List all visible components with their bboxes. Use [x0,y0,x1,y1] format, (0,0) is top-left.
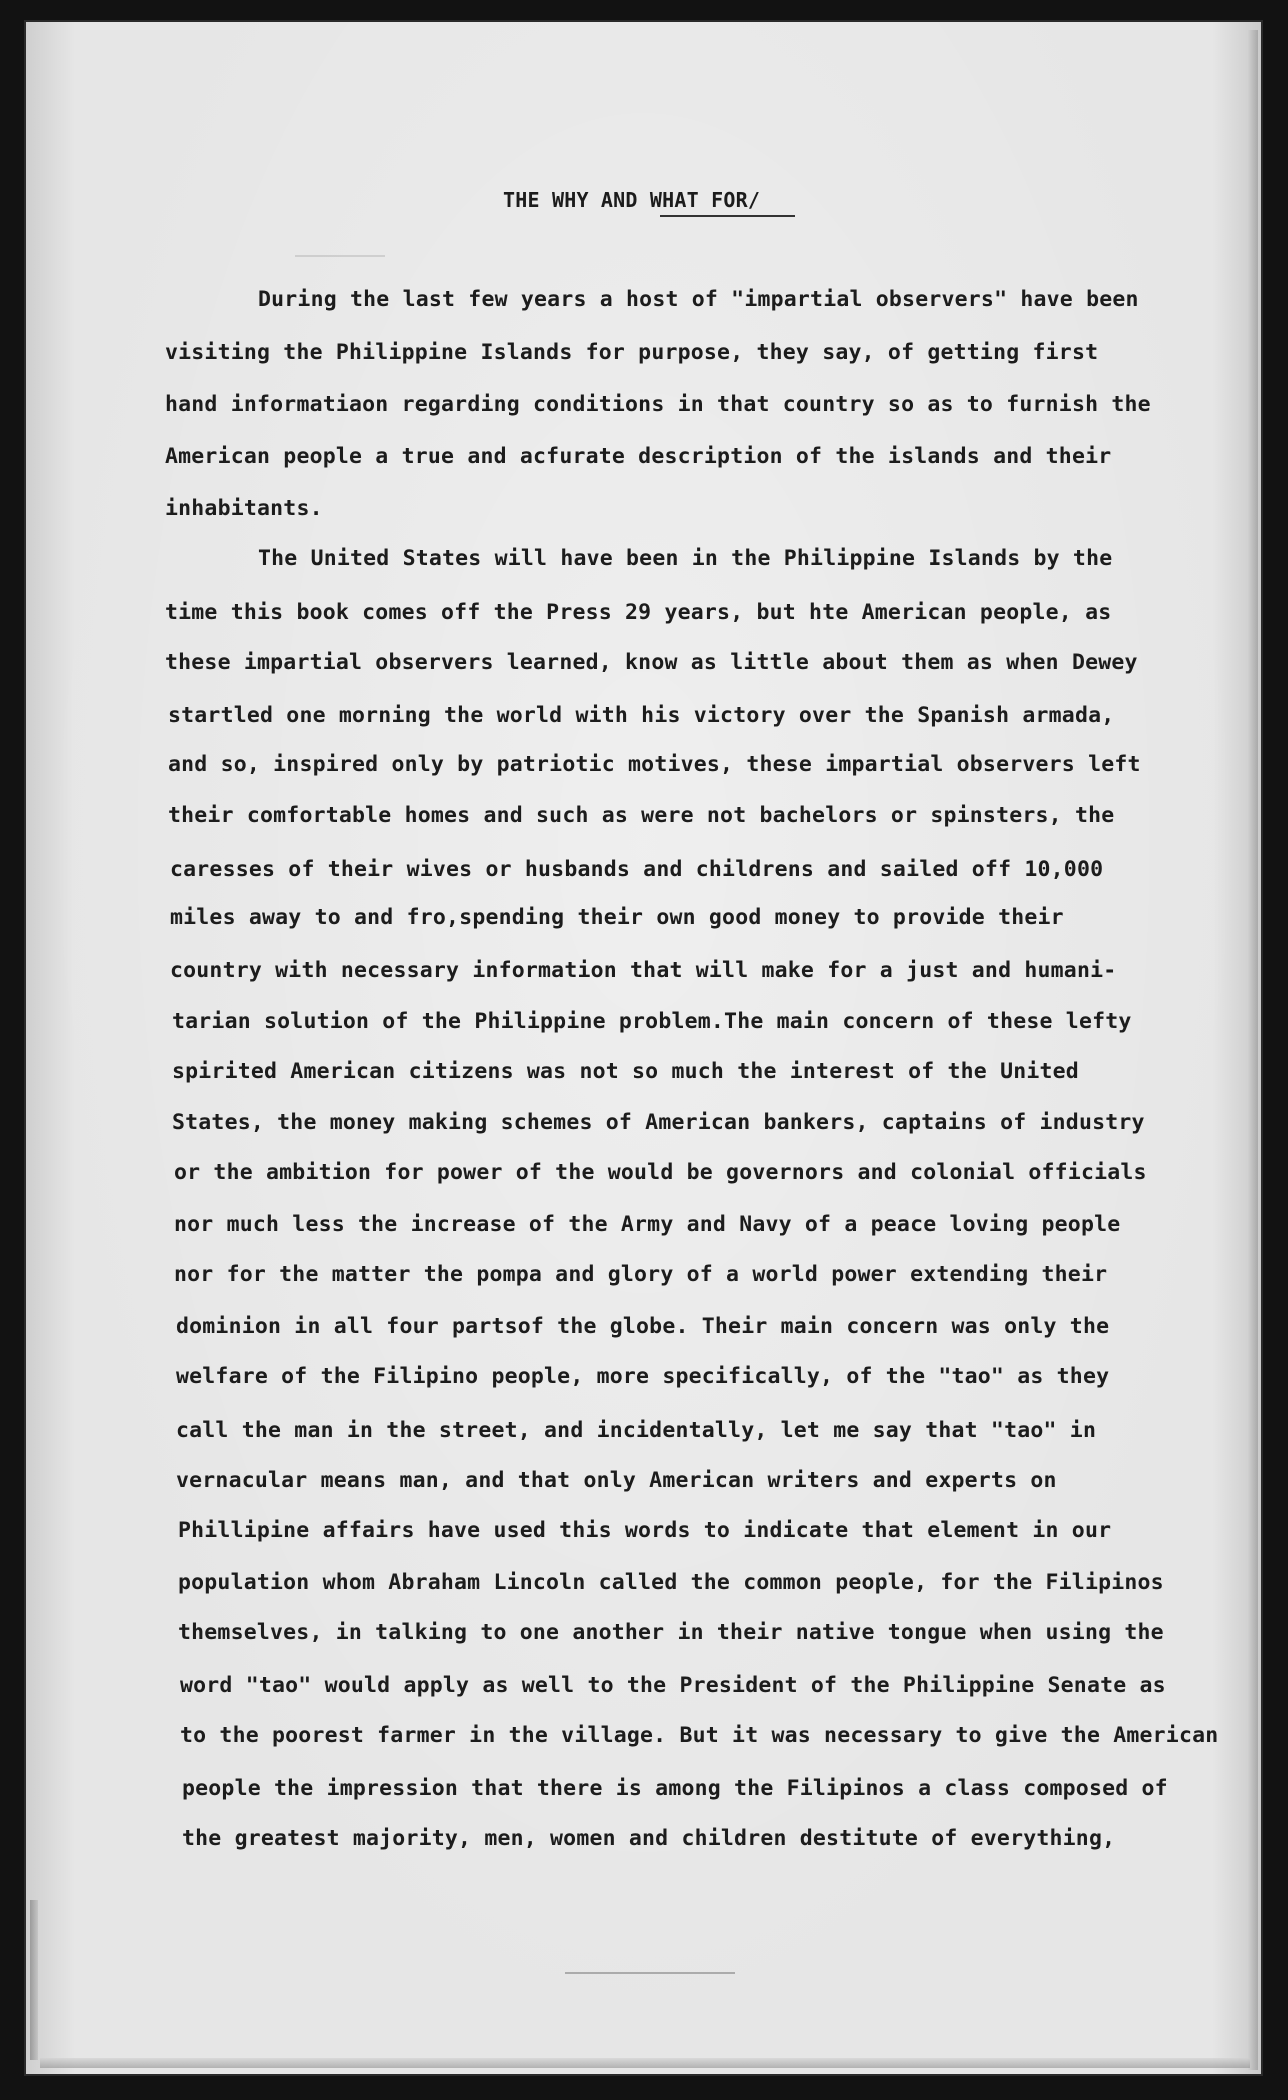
text-line: or the ambition for power of the would be governors and colonial officials [174,1160,1147,1185]
text-line: nor much less the increase of the Army and Navy of a peace loving people [174,1212,1121,1237]
text-line: word "tao" would apply as well to the President of the Philippine Senate as [180,1673,1166,1698]
text-line: startled one morning the world with his victory over the Spanish armada, [168,703,1115,728]
text-line: spirited American citizens was not so much the interest of the United [172,1059,1079,1084]
page-title: THE WHY AND WHAT FOR/ [503,188,761,212]
text-line: time this book comes off the Press 29 years, but hte American people, as [165,600,1112,625]
text-line: hand informatiaon regarding conditions in that country so as to furnish the [165,392,1151,417]
text-line: population whom Abraham Lincoln called the common people, for the Filipinos [178,1570,1164,1595]
text-line: people the impression that there is among the Filipinos a class composed of [182,1776,1168,1801]
text-line: During the last few years a host of "impartial observers" have been [258,287,1139,312]
text-line: country with necessary information that will make for a just and humani- [170,958,1117,983]
text-line: the greatest majority, men, women and children destitute of everything, [182,1826,1116,1851]
text-line: vernacular means man, and that only American writers and experts on [176,1468,1057,1493]
text-line: their comfortable homes and such as were not bachelors or spinsters, the [168,803,1115,828]
text-line: American people a true and acfurate description of the islands and their [165,444,1112,469]
text-line: The United States will have been in the Philippine Islands by the [258,546,1113,571]
text-line: to the poorest farmer in the village. But it was necessary to give the American [180,1723,1219,1748]
text-line: and so, inspired only by patriotic motives, these impartial observers left [168,752,1141,777]
text-line: inhabitants. [165,496,323,521]
title-underline [660,215,795,217]
text-line: these impartial observers learned, know as little about them as when Dewey [165,650,1138,675]
text-line: tarian solution of the Philippine problem.The main concern of these lefty [172,1009,1132,1034]
text-line: States, the money making schemes of American bankers, captains of industry [172,1110,1145,1135]
text-line: visiting the Philippine Islands for purpose, they say, of getting first [165,340,1099,365]
text-line: themselves, in talking to one another in their native tongue when using the [178,1620,1164,1645]
text-line: Phillipine affairs have used this words to indicate that element in our [178,1518,1112,1543]
text-line: dominion in all four partsof the globe. Their main concern was only the [176,1314,1110,1339]
text-line: welfare of the Filipino people, more specifically, of the "tao" as they [176,1364,1110,1389]
text-line: call the man in the street, and incidentally, let me say that "tao" in [176,1418,1097,1443]
text-line: nor for the matter the pompa and glory of a world power extending their [174,1262,1108,1287]
text-line: miles away to and fro,spending their own good money to provide their [170,905,1064,930]
text-line: caresses of their wives or husbands and childrens and sailed off 10,000 [170,857,1104,882]
